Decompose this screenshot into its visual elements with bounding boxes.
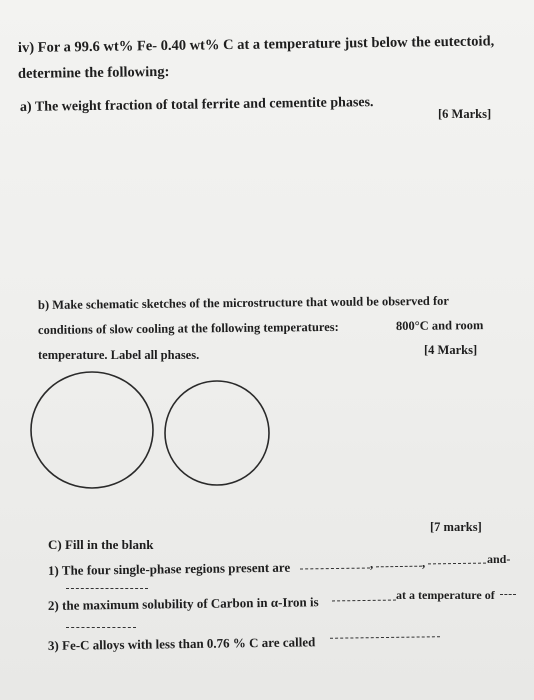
blank-item-1-answer-4[interactable] (66, 588, 148, 589)
blank-item-1-and: and- (487, 552, 511, 566)
blank-item-2-answer-temperature-cont[interactable] (66, 627, 136, 628)
blank-item-1-sep1: , (370, 556, 374, 571)
part-b-marks: [4 Marks] (424, 343, 478, 357)
blank-item-2-text: 2) the maximum solubility of Carbon in α-Iron is (47, 594, 319, 613)
part-b-line3: temperature. Label all phases. (38, 348, 200, 362)
part-c-title: C) Fill in the blank (48, 537, 154, 552)
part-b-line1: b) Make schematic sketches of the microstructure that would be observed for (37, 293, 449, 312)
question-iv-line2: determine the following: (17, 63, 170, 82)
blank-item-1-text: 1) The four single-phase regions present are (47, 559, 291, 578)
part-b-line2-left: conditions of slow cooling at the following temperatures: (37, 319, 339, 337)
part-b-line2-right: 800°C and room (395, 318, 484, 333)
sketch-circle-room-temp (165, 381, 269, 485)
blank-item-3-text: 3) Fe-C alloys with less than 0.76 % C are called (47, 634, 316, 653)
blank-item-2-tail: at a temperature of (396, 588, 495, 602)
blank-item-2-answer-temperature[interactable] (500, 594, 516, 595)
question-iv-line1: iv) For a 99.6 wt% Fe- 0.40 wt% C at a temperature just below the eutectoid, (17, 33, 495, 56)
blank-item-1-sep2: , (422, 555, 426, 570)
part-a-marks: [6 Marks] (438, 107, 492, 121)
sketch-circle-800c (31, 372, 153, 488)
part-a-text: a) The weight fraction of total ferrite and cementite phases. (19, 95, 374, 115)
part-c-marks: [7 marks] (430, 520, 482, 534)
